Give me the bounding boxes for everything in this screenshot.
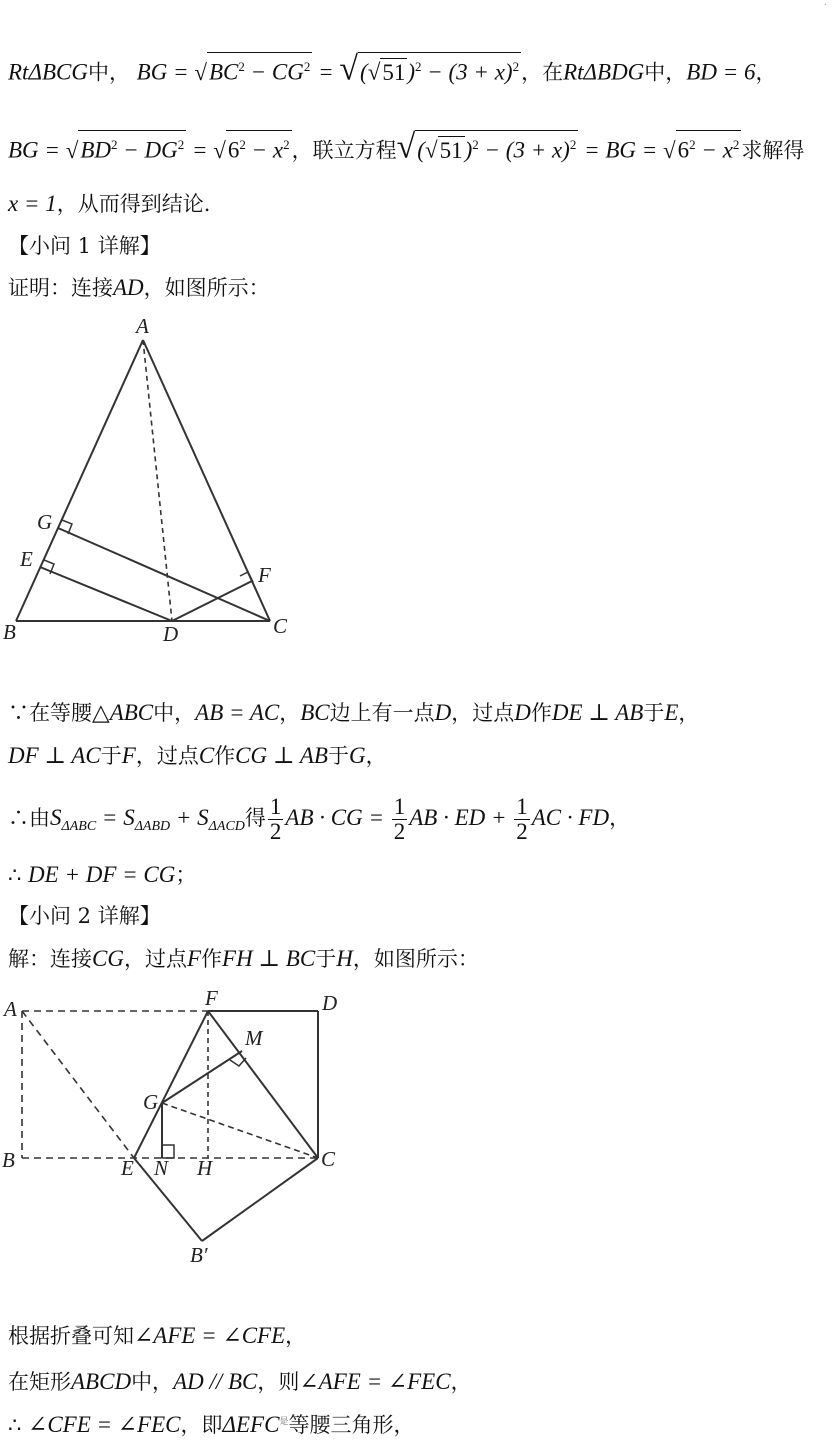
math: ΔABC [61, 819, 97, 835]
fraction-half [268, 795, 284, 844]
exponent: 2 [239, 137, 246, 152]
text: ， [285, 1324, 307, 1348]
math: F [186, 946, 202, 971]
math: BC [208, 59, 239, 85]
text: 中， [87, 60, 130, 85]
text: ，过点 [135, 744, 199, 768]
text: 中， [131, 1370, 174, 1394]
denominator: 2 [516, 819, 528, 844]
math: 6 [677, 137, 690, 163]
figure-1 [0, 310, 320, 655]
label-A: A [136, 314, 149, 338]
text: 是 [279, 1417, 289, 1427]
label-E: E [20, 547, 33, 571]
text: 于 [100, 744, 122, 768]
text: 作 [530, 701, 552, 725]
label-B: B [2, 1148, 15, 1172]
math: ΔABD [134, 819, 171, 835]
math: ∠AFE = ∠CFE [134, 1323, 286, 1348]
text: ， [365, 744, 387, 768]
math: = BG = [578, 137, 664, 163]
math: CG [92, 946, 124, 971]
exponent: 2 [415, 59, 422, 74]
numerator: 1 [393, 794, 406, 819]
exponent: 2 [569, 137, 577, 152]
math: H [336, 946, 353, 971]
numerator: 1 [269, 794, 282, 819]
label-G: G [143, 1090, 159, 1114]
text: ， [678, 701, 700, 725]
label-C: C [321, 1147, 336, 1171]
text: 等腰三角形， [288, 1413, 415, 1437]
math: G [348, 743, 366, 768]
math: BC [300, 700, 330, 725]
label-A: A [4, 997, 17, 1021]
exponent: 2 [177, 137, 185, 152]
text: ，即 [180, 1413, 223, 1437]
text: 得 [244, 806, 266, 830]
line-2: BG = $√BD^2 - DG^2 = √6^2 - x^2$，联立方程$√(√51)^2 - (3 + x)^2$ = BG = $√6^2 - x^2$求解得 [8, 128, 805, 166]
exponent: 2 [110, 137, 118, 152]
math: BG = [136, 59, 195, 85]
exponent: 2 [303, 59, 311, 74]
text: ，过点 [451, 701, 515, 725]
math: S [50, 805, 62, 830]
fraction-half [514, 795, 530, 844]
exponent: 2 [472, 137, 479, 152]
math: ∠CFE = ∠FEC [28, 1412, 181, 1437]
math: RtΔBDG [563, 59, 645, 85]
math: − x [695, 137, 733, 163]
math: FH ⊥ BC [222, 946, 316, 971]
label-D: D [322, 991, 338, 1015]
text: 解：连接 [8, 947, 92, 971]
math: ) [407, 59, 415, 85]
math: + S [170, 805, 209, 830]
line-14 [8, 1408, 414, 1439]
denominator: 2 [393, 819, 406, 844]
label-G: G [37, 510, 53, 534]
math: 51 [439, 137, 463, 163]
math: ΔEFC [222, 1412, 280, 1437]
text: ，如图所示： [143, 276, 270, 300]
math: E [664, 700, 679, 725]
exponent: 2 [689, 137, 696, 152]
label-B-prime: B′ [190, 1243, 208, 1267]
math: − (3 + x) [421, 59, 513, 85]
math: △ABC [92, 700, 154, 725]
math: = S [96, 805, 135, 830]
label-B: B [3, 620, 16, 644]
text: ，过点 [123, 947, 187, 971]
exponent: 2 [512, 59, 520, 74]
text: 根据折叠可知 [8, 1324, 134, 1348]
math: AB = AC [195, 700, 280, 725]
math: RtΔBCG [8, 59, 88, 85]
text: ∴由 [8, 806, 50, 830]
text: 中， [644, 60, 687, 85]
line-11 [8, 945, 479, 973]
text: ， [450, 1370, 472, 1394]
exponent: 2 [238, 59, 245, 74]
label-N: N [154, 1156, 169, 1180]
math: DE ⊥ AB [551, 700, 644, 725]
text: ； [175, 863, 197, 887]
text: 作 [214, 744, 236, 768]
math: DE + DF = CG [28, 862, 176, 887]
math: = [312, 59, 340, 85]
math: ) [464, 137, 473, 163]
math: = [186, 137, 214, 163]
line-7 [8, 742, 387, 770]
text: ，联立方程 [291, 138, 397, 163]
math: AD // BC [173, 1369, 258, 1394]
math: ( [417, 137, 425, 163]
math: 51 [382, 59, 406, 85]
math: ∠AFE = ∠FEC [299, 1369, 451, 1394]
math: − (3 + x) [478, 137, 570, 163]
line-6 [8, 699, 699, 727]
label-D: D [163, 622, 179, 646]
text: ， [279, 701, 301, 725]
text: 于 [315, 947, 337, 971]
line-8 [8, 792, 630, 853]
text: ， [609, 806, 631, 830]
math: BD = 6 [686, 59, 756, 85]
denominator: 2 [269, 819, 282, 844]
math: 6 [227, 137, 240, 163]
fraction-half [392, 795, 408, 844]
section-heading-1: 【小问 1 详解】 [8, 234, 161, 258]
text: ，从而得到结论. [56, 192, 211, 216]
label-E: E [121, 1156, 134, 1180]
math: AD [113, 275, 144, 300]
corner-mark: · [823, 0, 827, 11]
math: ABCD [71, 1369, 132, 1394]
text: ∴ [8, 1413, 29, 1437]
text: 在矩形 [8, 1370, 71, 1394]
text: 中， [153, 701, 196, 725]
line-1: RtΔBCG中， BG = $√BC^2 - CG^2 = √(√51)^2 - (3 + x)^2$，在RtΔBDG中，BD = 6， [8, 50, 777, 88]
math: − DG [117, 137, 178, 163]
math: AB · ED + [409, 805, 513, 830]
math: AC · FD [531, 805, 610, 830]
math: DF ⊥ AC [8, 743, 101, 768]
numerator: 1 [516, 794, 528, 819]
line-12 [8, 1322, 306, 1350]
text: 作 [201, 947, 223, 971]
math: CG ⊥ AB [235, 743, 328, 768]
math: D [514, 700, 531, 725]
math: − x [245, 137, 284, 163]
figure-2 [0, 985, 360, 1275]
math: x = 1 [8, 191, 57, 216]
text: ，在 [521, 60, 564, 85]
exponent: 2 [732, 137, 740, 152]
text: ，则 [257, 1370, 300, 1394]
section-heading-2: 【小问 2 详解】 [8, 904, 161, 928]
label-F: F [205, 986, 218, 1010]
text: ∴ [8, 863, 29, 887]
text: ∵在等腰 [8, 701, 92, 725]
text: ， [755, 60, 777, 85]
math: F [121, 743, 136, 768]
line-13 [8, 1368, 472, 1396]
line-3 [8, 190, 210, 218]
math: BD [80, 137, 111, 163]
math: BG = [8, 137, 66, 163]
math: D [434, 700, 452, 725]
math: ΔACD [208, 819, 245, 835]
text: ，如图所示： [352, 947, 479, 971]
text: 证明：连接 [8, 276, 113, 300]
math: ( [360, 59, 368, 85]
math: AB · CG = [285, 805, 390, 830]
label-M: M [245, 1026, 263, 1050]
label-C: C [273, 614, 288, 638]
text: 求解得 [741, 138, 805, 163]
label-H: H [197, 1156, 213, 1180]
label-F: F [258, 563, 271, 587]
exponent: 2 [283, 137, 290, 152]
text: 边上有一点 [329, 701, 435, 725]
text: 于 [327, 744, 349, 768]
line-5 [8, 274, 270, 302]
text: 于 [643, 701, 665, 725]
math: C [198, 743, 215, 768]
line-9 [8, 861, 196, 889]
math: − CG [244, 59, 304, 85]
